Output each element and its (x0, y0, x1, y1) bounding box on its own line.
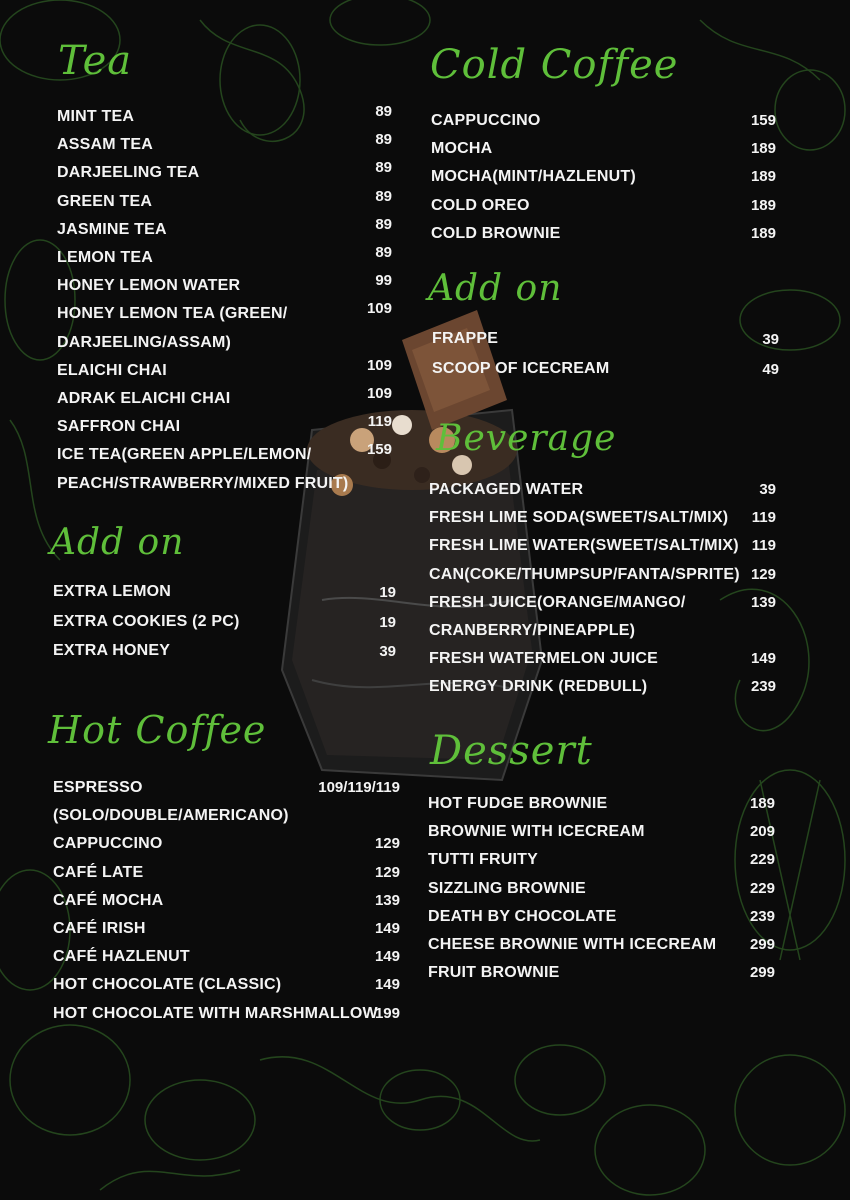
menu-item-price: 109 (366, 356, 392, 374)
menu-item-name: JASMINE TEA (57, 220, 167, 238)
menu-item-price: 299 (749, 936, 775, 953)
menu-item-name: FRESH LIME SODA(SWEET/SALT/MIX) (429, 509, 729, 527)
menu-item-name: HOT CHOCOLATE WITH MARSHMALLOW (53, 1004, 378, 1022)
menu-item-name: CAN(COKE/THUMPSUP/FANTA/SPRITE) (429, 565, 740, 583)
menu-item-price: 119 (367, 413, 392, 431)
menu-item-name: FRAPPE (432, 330, 499, 347)
menu-item-name: HOT FUDGE BROWNIE (428, 795, 608, 812)
menu-item-name: FRESH JUICE(ORANGE/MANGO/ (429, 593, 686, 611)
menu-item-name: MOCHA(MINT/HAZLENUT) (431, 168, 636, 186)
menu-item-price: 39 (759, 481, 776, 498)
menu-item-price: 39 (379, 643, 396, 660)
menu-item-price: 99 (375, 272, 392, 290)
menu-item-price: 149 (374, 948, 400, 966)
menu-item-price: 89 (375, 131, 392, 149)
menu-item-price: 109 (366, 385, 392, 402)
menu-item-name: CAPPUCCINO (431, 112, 541, 129)
menu-item-price: 149 (750, 650, 776, 668)
menu-item-price: 189 (749, 795, 775, 812)
menu-item-price: 119 (751, 537, 776, 555)
menu-item-price: 89 (375, 103, 392, 120)
menu-item-price: 159 (750, 112, 776, 129)
menu-item-name: ASSAM TEA (57, 136, 154, 154)
menu-item-name: DEATH BY CHOCOLATE (428, 907, 617, 925)
menu-item-price: 149 (374, 976, 400, 994)
menu-item-name: BROWNIE WITH ICECREAM (428, 823, 645, 841)
menu-item-name: CHEESE BROWNIE WITH ICECREAM (428, 936, 717, 953)
tea-addon-heading: Add on (50, 522, 185, 563)
menu-item-name: ENERGY DRINK (REDBULL) (429, 678, 648, 696)
menu-item-name: PACKAGED WATER (429, 481, 584, 498)
tea-heading: Tea (58, 38, 133, 84)
dessert-heading: Dessert (430, 728, 593, 774)
menu-item-price: 109/119/119 (318, 779, 400, 796)
beverage-heading: Beverage (436, 418, 617, 459)
menu-item-name: FRESH WATERMELON JUICE (429, 650, 659, 668)
menu-item-name: DARJEELING TEA (57, 164, 200, 182)
menu-item-name: COLD OREO (431, 196, 530, 214)
menu-item-price: 229 (749, 851, 775, 869)
menu-item-name: HONEY LEMON TEA (GREEN/ (57, 305, 288, 323)
menu-item-price: 239 (750, 678, 776, 696)
menu-item-name: ELAICHI CHAI (57, 361, 167, 379)
menu-item-name: DARJEELING/ASSAM) (57, 333, 232, 351)
menu-item-name: SIZZLING BROWNIE (428, 879, 586, 897)
cold-coffee-heading: Cold Coffee (430, 42, 679, 88)
menu-item-name: SCOOP OF ICECREAM (432, 360, 610, 377)
menu-item-price: 119 (751, 509, 776, 527)
menu-item-price: 129 (750, 565, 776, 583)
menu-item-price: 159 (366, 441, 392, 459)
menu-item-name: ICE TEA(GREEN APPLE/LEMON/ (57, 446, 312, 464)
menu-item-name: COLD BROWNIE (431, 224, 561, 242)
menu-item-price: 129 (374, 863, 400, 881)
menu-item-name: CAFÉ LATE (53, 863, 144, 881)
menu-item-price: 299 (749, 964, 775, 982)
menu-item-price: 139 (750, 593, 776, 611)
menu-item-name: CAFÉ MOCHA (53, 891, 164, 909)
menu-item-name: HONEY LEMON WATER (57, 277, 241, 295)
menu-item-name: GREEN TEA (57, 192, 153, 210)
menu-item-price: 199 (374, 1004, 400, 1022)
menu-item-name: MINT TEA (57, 108, 135, 125)
menu-item-price: 209 (749, 823, 775, 841)
menu-item-price: 89 (375, 244, 392, 261)
menu-item-name: TUTTI FRUITY (428, 851, 538, 869)
menu-item-price: 189 (750, 224, 776, 242)
menu-item-price: 89 (375, 215, 392, 233)
menu-item-name: ADRAK ELAICHI CHAI (57, 390, 231, 407)
menu-item-price: 189 (750, 140, 776, 158)
menu-item-name: CAPPUCCINO (53, 835, 163, 853)
coffee-addon-heading: Add on (428, 268, 563, 309)
menu-item-name: (SOLO/DOUBLE/AMERICANO) (53, 807, 289, 825)
hot-coffee-heading: Hot Coffee (48, 708, 267, 752)
menu-item-price: 19 (379, 584, 396, 601)
menu-item-price: 139 (374, 891, 400, 909)
menu-item-name: SAFFRON CHAI (57, 418, 181, 436)
menu-item-price: 189 (750, 196, 776, 214)
menu-item-price: 39 (762, 331, 779, 348)
menu-item-price: 239 (749, 907, 775, 925)
menu-item-name: LEMON TEA (57, 249, 154, 266)
menu-item-price: 89 (375, 159, 392, 177)
menu-item-price: 89 (375, 187, 392, 205)
menu-item-name: CAFÉ HAZLENUT (53, 948, 190, 966)
menu-item-price: 149 (374, 920, 400, 937)
menu-item-price: 129 (374, 835, 400, 853)
menu-item-name: ESPRESSO (53, 779, 143, 796)
menu-item-name: CAFÉ IRISH (53, 920, 146, 937)
menu-item-price: 229 (749, 879, 775, 897)
menu-item-price: 189 (750, 168, 776, 186)
menu-item-name: EXTRA HONEY (53, 642, 171, 659)
menu-item-price: 109 (366, 300, 392, 318)
menu-item-name: FRESH LIME WATER(SWEET/SALT/MIX) (429, 537, 739, 555)
menu-item-name: PEACH/STRAWBERRY/MIXED FRUIT) (57, 474, 349, 492)
menu-item-price: 49 (762, 361, 779, 378)
menu-item-name: MOCHA (431, 140, 493, 158)
menu-item-name: HOT CHOCOLATE (CLASSIC) (53, 976, 282, 994)
menu-item-name: FRUIT BROWNIE (428, 964, 560, 982)
menu-item-name: EXTRA LEMON (53, 583, 172, 600)
menu-item-price: 19 (379, 613, 396, 631)
menu-item-name: CRANBERRY/PINEAPPLE) (429, 622, 636, 639)
menu-item-name: EXTRA COOKIES (2 PC) (53, 612, 240, 630)
